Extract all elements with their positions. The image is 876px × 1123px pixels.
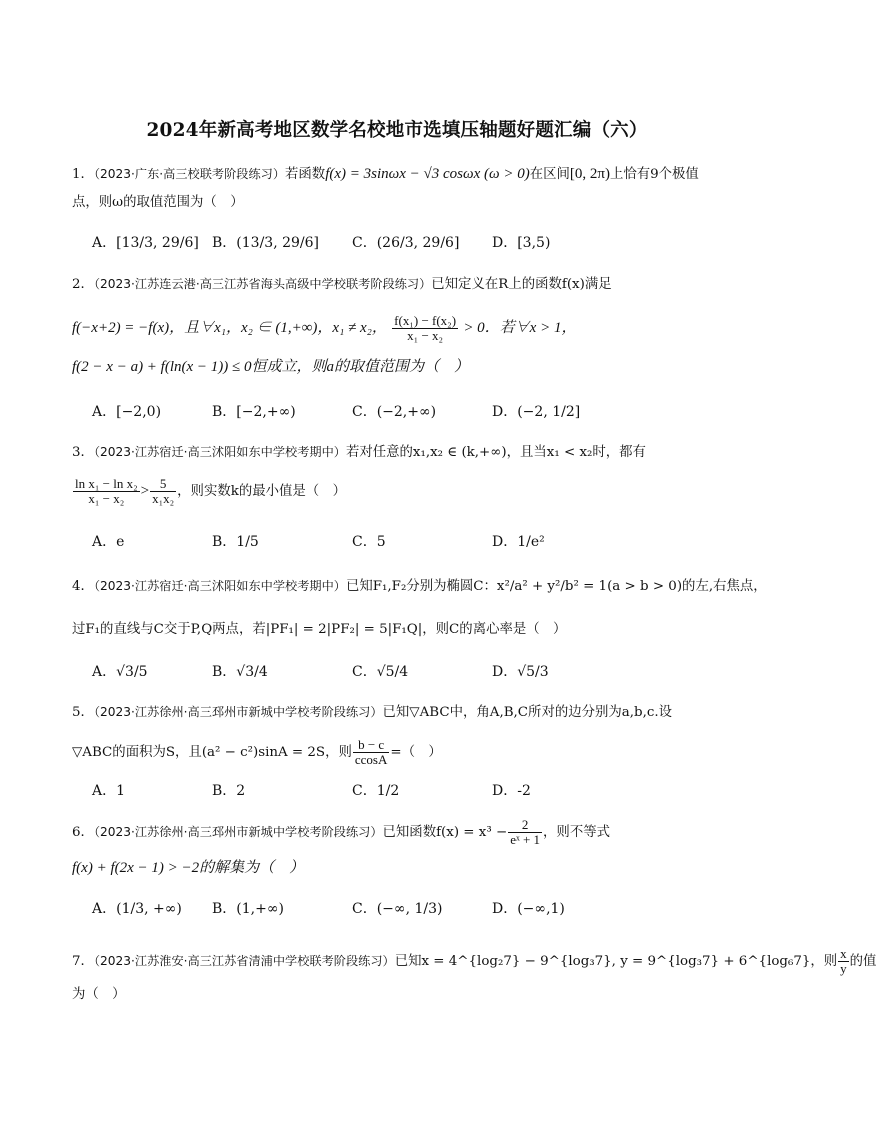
- question-stem: 已知函数f(x) = x³ −: [382, 825, 508, 840]
- question-source: （2023·江苏宿迁·高三沭阳如东中学校考期中）: [93, 445, 346, 459]
- question-1: [72, 164, 699, 185]
- option-c[interactable]: C．1/2: [352, 783, 400, 799]
- option-a[interactable]: A．[13/3, 29/6]: [92, 235, 199, 251]
- option-a[interactable]: A．[−2,0): [92, 404, 162, 420]
- question-3: [72, 442, 646, 463]
- question-5: [72, 702, 672, 723]
- fraction-numerator: b − c: [353, 738, 390, 753]
- fraction: [353, 738, 390, 767]
- option-b[interactable]: B．(1,+∞): [212, 901, 284, 917]
- question-stem: 过F₁的直线与C交于P,Q两点，若|PF₁| = 2|PF₂| = 5|F₁Q|，则C的离心率是（ ）: [72, 622, 567, 637]
- option-a[interactable]: A．(1/3, +∞): [92, 901, 182, 917]
- question-condition: f(−x+2) = −f(x)，且∀x₁，x₂ ∈ (1,+∞)，x₁ ≠ x₂，: [72, 320, 387, 336]
- option-d[interactable]: D．[3,5): [492, 235, 551, 251]
- question-stem: 若对任意的x₁,x₂ ∈ (k,+∞)，且当x₁ < x₂时，都有: [345, 445, 646, 460]
- question-stem: 上恰有9个极值: [609, 167, 699, 182]
- fraction-denominator: x₁ − x₂: [407, 328, 444, 343]
- question-number: 7．: [72, 954, 94, 969]
- fraction: [392, 314, 458, 343]
- question-source: （2023·广东·高三校联考阶段练习）: [93, 167, 286, 181]
- question-7: [72, 947, 876, 976]
- option-c[interactable]: C．√5/4: [352, 664, 409, 680]
- question-number: 4．: [72, 579, 94, 594]
- question-stem: 已知定义在R上的函数f(x)满足: [431, 277, 612, 292]
- question-stem: 已知▽ABC中，角A,B,C所对的边分别为a,b,c.设: [382, 705, 673, 720]
- question-stem: ▽ABC的面积为S，且(a² − c²)sinA = 2S，则: [72, 745, 352, 760]
- question-number: 2．: [72, 277, 94, 292]
- option-b[interactable]: B．1/5: [212, 534, 259, 550]
- question-1-cont: [72, 193, 244, 213]
- option-c[interactable]: C．(−2,+∞): [352, 404, 437, 420]
- question-stem: f(2 − x − a) + f(ln(x − 1)) ≤ 0恒成立，则a的取值范围为（ ）: [72, 359, 470, 375]
- question-formula: f(x) = 3sinωx − √3 cosωx (ω > 0): [325, 166, 530, 182]
- question-source: （2023·江苏连云港·高三江苏省海头高级中学校联考阶段练习）: [93, 277, 432, 291]
- option-b[interactable]: B．2: [212, 783, 246, 799]
- option-c[interactable]: C．(26/3, 29/6]: [352, 235, 460, 251]
- option-d[interactable]: D．-2: [492, 783, 531, 799]
- option-d[interactable]: D．(−∞,1): [492, 901, 565, 917]
- option-a[interactable]: A．1: [92, 783, 126, 799]
- question-stem: 在区间: [529, 167, 570, 182]
- option-c[interactable]: C．5: [352, 534, 386, 550]
- fraction: [73, 477, 140, 506]
- fraction-numerator: 5: [150, 477, 176, 492]
- fraction-denominator: y: [840, 961, 847, 976]
- question-stem: 的值: [849, 954, 876, 969]
- page-title: 2024年新高考地区数学名校地市选填压轴题好题汇编（六）: [146, 120, 648, 141]
- question-7-line2: [72, 985, 126, 1005]
- question-source: （2023·江苏宿迁·高三沭阳如东中学校考期中）: [93, 579, 346, 593]
- option-b[interactable]: B．√3/4: [212, 664, 268, 680]
- question-6: [72, 818, 610, 847]
- question-3-line2: $\frac{\text{ln x₁ − ln x₂}}{\text{x₁ − x₂}}$ > $\frac{5}{\text{x₁x₂}}$ ，则实数k的最小值是（ ）: [75, 476, 346, 506]
- question-number: 1．: [72, 167, 94, 182]
- question-stem: ，则实数k的最小值是（ ）: [177, 484, 346, 499]
- fraction-numerator: x: [840, 946, 847, 961]
- question-2-line2: [72, 314, 576, 343]
- fraction-denominator: eˣ + 1: [510, 832, 541, 847]
- question-source: （2023·江苏徐州·高三邳州市新城中学校考阶段练习）: [93, 705, 383, 719]
- option-d[interactable]: D．√5/3: [492, 664, 549, 680]
- option-d[interactable]: D．(−2, 1/2]: [492, 404, 581, 420]
- question-stem: 为（ ）: [72, 987, 126, 1002]
- question-condition: > 0．若∀x > 1，: [463, 320, 577, 336]
- fraction-denominator: x₁x₂: [152, 491, 175, 506]
- option-b[interactable]: B．[−2,+∞): [212, 404, 296, 420]
- fraction: [838, 947, 849, 976]
- question-stem: =（ ）: [390, 745, 442, 760]
- fraction-numerator: f(x₁) − f(x₂): [394, 313, 457, 328]
- question-interval: [0, 2π): [569, 166, 610, 182]
- question-4-line2: [72, 620, 566, 640]
- question-source: （2023·江苏淮安·高三江苏省清浦中学校联考阶段练习）: [93, 954, 395, 968]
- question-number: 5．: [72, 705, 94, 720]
- question-stem: 已知F₁,F₂分别为椭圆C：x²/a² + y²/b² = 1(a > b > 0)的左,右焦点，: [345, 579, 767, 594]
- question-2-line3: [72, 357, 469, 378]
- question-stem: 已知x = 4^{log₂7} − 9^{log₃7}, y = 9^{log₃7} + 6^{log₆7}，则: [394, 954, 838, 969]
- option-b[interactable]: B．(13/3, 29/6]: [212, 235, 319, 251]
- question-stem: f(x) + f(2x − 1) > −2的解集为（ ）: [72, 860, 305, 876]
- fraction-numerator: ln x₁ − ln x₂: [75, 476, 138, 491]
- fraction-denominator: x₁ − x₂: [88, 491, 125, 506]
- question-number: 3．: [72, 445, 94, 460]
- option-a[interactable]: A．e: [92, 534, 125, 550]
- option-c[interactable]: C．(−∞, 1/3): [352, 901, 443, 917]
- question-5-line2: [72, 738, 442, 767]
- fraction-denominator: ccosA: [354, 752, 388, 767]
- fraction: [508, 818, 542, 847]
- fraction-numerator: 2: [508, 818, 542, 833]
- question-4: [72, 576, 767, 597]
- question-6-line2: [72, 858, 304, 879]
- question-stem: 点，则ω的取值范围为（ ）: [72, 195, 244, 210]
- question-stem: ，则不等式: [543, 825, 610, 840]
- question-2: [72, 274, 612, 295]
- question-stem: 若函数: [285, 167, 326, 182]
- fraction: [150, 477, 176, 506]
- question-source: （2023·江苏徐州·高三邳州市新城中学校考阶段练习）: [93, 825, 383, 839]
- option-a[interactable]: A．√3/5: [92, 664, 148, 680]
- question-number: 6．: [72, 825, 94, 840]
- option-d[interactable]: D．1/e²: [492, 534, 545, 550]
